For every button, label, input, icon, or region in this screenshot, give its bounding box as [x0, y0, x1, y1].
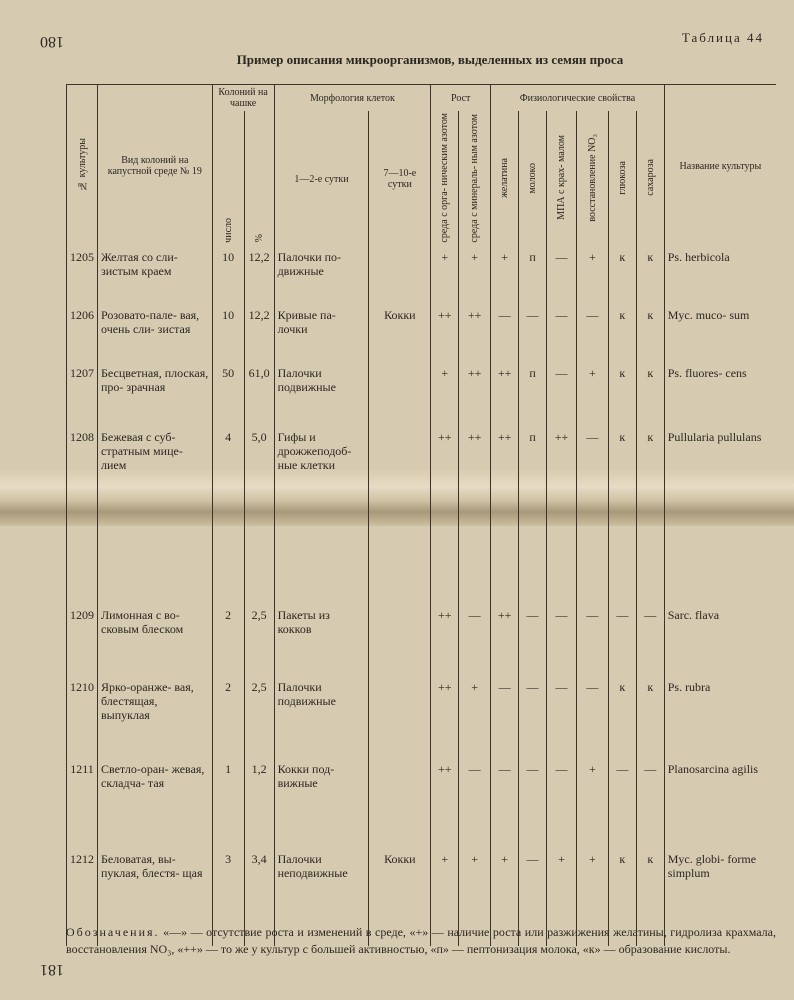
- cell-org: +: [431, 850, 459, 946]
- cell-m1: Палочки подвижные: [274, 364, 369, 428]
- cell-min: ++: [459, 364, 491, 428]
- cell-count: 3: [212, 850, 244, 946]
- header-num: № культуры: [67, 85, 98, 248]
- table-row: [67, 428, 777, 508]
- cell-num: 1212: [67, 850, 98, 946]
- cell-name: Ps. herbicola: [664, 248, 776, 306]
- cell-gel: —: [491, 678, 519, 760]
- cell-count: 4: [212, 428, 244, 508]
- header-physio: Физиологические свойства: [491, 85, 665, 112]
- cell-gel: ++: [491, 364, 519, 428]
- cell-pct: 12,2: [244, 306, 274, 364]
- cell-no3: —: [576, 678, 608, 760]
- cell-min: ++: [459, 428, 491, 508]
- cell-m1: Палочки неподвижные: [274, 850, 369, 946]
- legend: [66, 924, 776, 958]
- header-growth: Рост: [431, 85, 491, 112]
- cell-pct: 3,4: [244, 850, 274, 946]
- cell-view: Розовато-пале- вая, очень сли- зистая: [98, 306, 213, 364]
- cell-suc: к: [636, 306, 664, 364]
- table-row: [67, 760, 777, 850]
- cell-view: Лимонная с во- сковым блеском: [98, 508, 213, 678]
- cell-count: 2: [212, 678, 244, 760]
- cell-milk: —: [519, 306, 547, 364]
- cell-view: Ярко-оранже- вая, блестящая, выпуклая: [98, 678, 213, 760]
- cell-suc: —: [636, 508, 664, 678]
- cell-org: ++: [431, 508, 459, 678]
- cell-mpa: +: [547, 850, 577, 946]
- cell-num: 1211: [67, 760, 98, 850]
- cell-org: ++: [431, 678, 459, 760]
- header-gelatin: желатина: [491, 111, 519, 248]
- cell-glu: к: [608, 850, 636, 946]
- cell-min: +: [459, 248, 491, 306]
- cell-view: Светло-оран- жевая, складча- тая: [98, 760, 213, 850]
- header-milk: молоко: [519, 111, 547, 248]
- cell-org: +: [431, 364, 459, 428]
- cell-org: ++: [431, 428, 459, 508]
- cell-min: +: [459, 678, 491, 760]
- cell-milk: п: [519, 428, 547, 508]
- cell-pct: 61,0: [244, 364, 274, 428]
- cell-m1: Пакеты из кокков: [274, 508, 369, 678]
- header-sucrose: сахароза: [636, 111, 664, 248]
- cell-m1: Кривые па- лочки: [274, 306, 369, 364]
- cell-view: Беловатая, вы- пуклая, блестя- щая: [98, 850, 213, 946]
- cell-glu: к: [608, 428, 636, 508]
- cell-milk: —: [519, 508, 547, 678]
- cell-min: +: [459, 850, 491, 946]
- page-number-bottom: 181: [40, 961, 64, 978]
- cell-mpa: —: [547, 306, 577, 364]
- header-glucose: глюкоза: [608, 111, 636, 248]
- cell-min: —: [459, 508, 491, 678]
- cell-org: ++: [431, 760, 459, 850]
- header-count: число: [212, 111, 244, 248]
- cell-mpa: ++: [547, 428, 577, 508]
- cell-gel: —: [491, 306, 519, 364]
- cell-no3: +: [576, 364, 608, 428]
- cell-gel: +: [491, 248, 519, 306]
- header-min-n: среда с минераль- ным азотом: [459, 111, 491, 248]
- cell-name: Sarc. flava: [664, 508, 776, 678]
- cell-count: 2: [212, 508, 244, 678]
- cell-count: 1: [212, 760, 244, 850]
- cell-name: Planosarcina agilis: [664, 760, 776, 850]
- cell-glu: к: [608, 364, 636, 428]
- cell-num: 1206: [67, 306, 98, 364]
- cell-suc: к: [636, 428, 664, 508]
- cell-name: Pullularia pullulans: [664, 428, 776, 508]
- cell-suc: к: [636, 850, 664, 946]
- cell-glu: к: [608, 248, 636, 306]
- cell-count: 10: [212, 306, 244, 364]
- table-row: [67, 306, 777, 364]
- cell-m1: Кокки под- вижные: [274, 760, 369, 850]
- cell-mpa: —: [547, 760, 577, 850]
- cell-m2: [369, 508, 431, 678]
- cell-m2: [369, 428, 431, 508]
- cell-no3: +: [576, 850, 608, 946]
- table-label: Таблица 44: [681, 30, 764, 45]
- header-percent: %: [244, 111, 274, 248]
- table-row: [67, 508, 777, 678]
- cell-m1: Палочки по- движные: [274, 248, 369, 306]
- cell-num: 1210: [67, 678, 98, 760]
- cell-no3: —: [576, 428, 608, 508]
- legend-lead: Обозначения.: [66, 925, 160, 939]
- cell-milk: —: [519, 760, 547, 850]
- table-row: [67, 364, 777, 428]
- cell-milk: —: [519, 850, 547, 946]
- cell-count: 50: [212, 364, 244, 428]
- cell-min: —: [459, 760, 491, 850]
- cell-num: 1207: [67, 364, 98, 428]
- cell-view: Желтая со сли- зистым краем: [98, 248, 213, 306]
- cell-view: Бесцветная, плоская, про- зрачная: [98, 364, 213, 428]
- cell-gel: +: [491, 850, 519, 946]
- header-org-n: среда с орга- ническим азотом: [431, 111, 459, 248]
- header-morphology: Морфология клеток: [274, 85, 431, 112]
- cell-suc: к: [636, 364, 664, 428]
- cell-suc: к: [636, 678, 664, 760]
- legend-text: «—» — отсутствие роста и изменений в среде, «+» — наличие роста или разжижения желатины, гидролиза крахмала, восстановления NO₃, «++» — то же у культур с большей активностью, «п» — пептонизация молока, «к» — образование кислоты.: [66, 925, 776, 956]
- header-no3: восстановление NO₃: [576, 111, 608, 248]
- cell-m2: [369, 364, 431, 428]
- cell-no3: —: [576, 306, 608, 364]
- cell-suc: к: [636, 248, 664, 306]
- cell-name: Ps. fluores- cens: [664, 364, 776, 428]
- cell-no3: —: [576, 508, 608, 678]
- cell-gel: ++: [491, 428, 519, 508]
- header-mpa: МПА с крах- малом: [547, 111, 577, 248]
- cell-glu: —: [608, 760, 636, 850]
- table-title: Пример описания микроорганизмов, выделенных из семян проса: [236, 52, 624, 67]
- cell-mpa: —: [547, 678, 577, 760]
- cell-m1: Гифы и дрожжеподоб- ные клетки: [274, 428, 369, 508]
- cell-pct: 5,0: [244, 428, 274, 508]
- cell-mpa: —: [547, 364, 577, 428]
- cell-num: 1205: [67, 248, 98, 306]
- cell-pct: 1,2: [244, 760, 274, 850]
- cell-pct: 12,2: [244, 248, 274, 306]
- header-colonies: Колоний на чашке: [212, 85, 274, 112]
- table-row: [67, 248, 777, 306]
- cell-name: Myc. globi- forme simplum: [664, 850, 776, 946]
- cell-gel: —: [491, 760, 519, 850]
- cell-num: 1209: [67, 508, 98, 678]
- table-row: [67, 678, 777, 760]
- cell-glu: к: [608, 306, 636, 364]
- cell-org: +: [431, 248, 459, 306]
- cell-no3: +: [576, 248, 608, 306]
- cell-m2: [369, 678, 431, 760]
- cell-org: ++: [431, 306, 459, 364]
- microorganism-table: [66, 84, 776, 946]
- cell-m2: [369, 248, 431, 306]
- cell-milk: —: [519, 678, 547, 760]
- cell-milk: п: [519, 364, 547, 428]
- cell-count: 10: [212, 248, 244, 306]
- cell-pct: 2,5: [244, 678, 274, 760]
- cell-glu: —: [608, 508, 636, 678]
- cell-m2: Кокки: [369, 306, 431, 364]
- header-name: Название культуры: [664, 85, 776, 248]
- cell-name: Ps. rubra: [664, 678, 776, 760]
- cell-m1: Палочки подвижные: [274, 678, 369, 760]
- cell-mpa: —: [547, 248, 577, 306]
- page-number-top: 180: [40, 33, 64, 50]
- cell-num: 1208: [67, 428, 98, 508]
- cell-m2: Кокки: [369, 850, 431, 946]
- header-day710: 7—10-е сутки: [369, 111, 431, 248]
- cell-m2: [369, 760, 431, 850]
- cell-suc: —: [636, 760, 664, 850]
- cell-view: Бежевая с суб- стратным мице- лием: [98, 428, 213, 508]
- cell-milk: п: [519, 248, 547, 306]
- header-day12: 1—2-е сутки: [274, 111, 369, 248]
- cell-no3: +: [576, 760, 608, 850]
- cell-min: ++: [459, 306, 491, 364]
- header-colony-view: Вид колоний на капустной среде № 19: [98, 85, 213, 248]
- cell-name: Myc. muco- sum: [664, 306, 776, 364]
- cell-glu: к: [608, 678, 636, 760]
- cell-mpa: —: [547, 508, 577, 678]
- cell-pct: 2,5: [244, 508, 274, 678]
- cell-gel: ++: [491, 508, 519, 678]
